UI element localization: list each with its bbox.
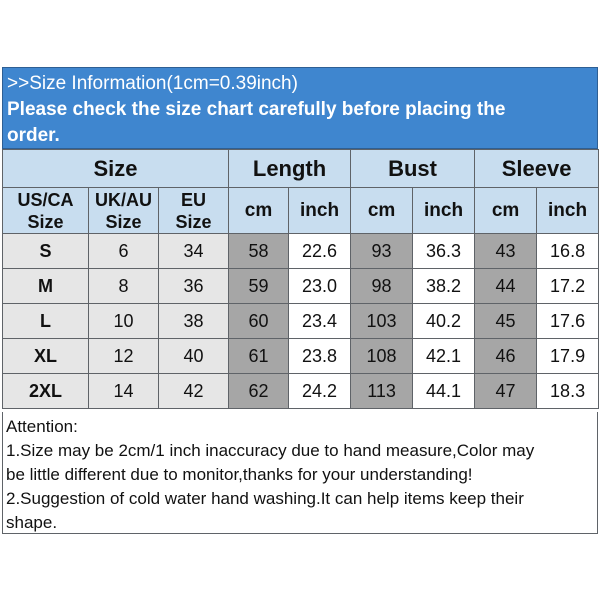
cell-length-cm: 58 <box>229 234 289 269</box>
group-header-sleeve: Sleeve <box>475 150 599 188</box>
attention-notes <box>2 412 598 534</box>
col-header-uk-line2: Size <box>105 211 142 232</box>
col-header-us-line1: US/CA <box>17 189 74 210</box>
cell-sleeve-inch: 17.6 <box>537 304 599 339</box>
cell-length-cm: 59 <box>229 269 289 304</box>
cell-uk-size: 10 <box>89 304 159 339</box>
cell-bust-cm: 98 <box>351 269 413 304</box>
cell-sleeve-cm: 45 <box>475 304 537 339</box>
size-info-title: >>Size Information(1cm=0.39inch) <box>7 73 298 94</box>
cell-sleeve-inch: 16.8 <box>537 234 599 269</box>
cell-length-cm: 61 <box>229 339 289 374</box>
col-header-eu-line2: Size <box>175 211 212 232</box>
cell-sleeve-cm: 43 <box>475 234 537 269</box>
col-header-us-line2: Size <box>27 211 64 232</box>
table-group-header-row <box>3 150 599 188</box>
col-header-bust-cm: cm <box>351 188 413 234</box>
cell-bust-cm: 103 <box>351 304 413 339</box>
table-row <box>3 234 599 269</box>
cell-eu-size: 42 <box>159 374 229 409</box>
cell-bust-inch: 42.1 <box>413 339 475 374</box>
cell-sleeve-inch: 17.9 <box>537 339 599 374</box>
cell-bust-cm: 113 <box>351 374 413 409</box>
cell-bust-cm: 108 <box>351 339 413 374</box>
table-row <box>3 339 599 374</box>
cell-length-inch: 23.8 <box>289 339 351 374</box>
cell-sleeve-inch: 17.2 <box>537 269 599 304</box>
cell-length-cm: 60 <box>229 304 289 339</box>
cell-bust-inch: 38.2 <box>413 269 475 304</box>
cell-bust-inch: 44.1 <box>413 374 475 409</box>
table-row <box>3 304 599 339</box>
size-info-instruction-cont: order. <box>7 125 60 146</box>
col-header-uk-size <box>89 188 159 234</box>
cell-bust-inch: 36.3 <box>413 234 475 269</box>
col-header-sleeve-inch: inch <box>537 188 599 234</box>
cell-length-inch: 24.2 <box>289 374 351 409</box>
table-sub-header-row <box>3 188 599 234</box>
col-header-eu-line1: EU <box>181 189 207 210</box>
col-header-bust-inch: inch <box>413 188 475 234</box>
size-chart <box>0 67 600 534</box>
cell-sleeve-inch: 18.3 <box>537 374 599 409</box>
cell-uk-size: 12 <box>89 339 159 374</box>
cell-us-size: XL <box>3 339 89 374</box>
cell-length-cm: 62 <box>229 374 289 409</box>
group-header-size: Size <box>3 150 229 188</box>
cell-sleeve-cm: 46 <box>475 339 537 374</box>
attention-note-1-line2: be little different due to monitor,thanks for your understanding! <box>6 465 473 484</box>
size-table <box>2 149 599 409</box>
col-header-length-inch: inch <box>289 188 351 234</box>
cell-us-size: M <box>3 269 89 304</box>
cell-eu-size: 36 <box>159 269 229 304</box>
cell-sleeve-cm: 47 <box>475 374 537 409</box>
attention-note-1-line1: 1.Size may be 2cm/1 inch inaccuracy due to hand measure,Color may <box>6 441 535 460</box>
col-header-sleeve-cm: cm <box>475 188 537 234</box>
col-header-eu-size <box>159 188 229 234</box>
group-header-bust: Bust <box>351 150 475 188</box>
cell-eu-size: 34 <box>159 234 229 269</box>
attention-note-2-line1: 2.Suggestion of cold water hand washing.It can help items keep their <box>6 489 524 508</box>
table-row <box>3 269 599 304</box>
cell-length-inch: 23.4 <box>289 304 351 339</box>
col-header-us-size <box>3 188 89 234</box>
cell-bust-cm: 93 <box>351 234 413 269</box>
cell-eu-size: 38 <box>159 304 229 339</box>
col-header-length-cm: cm <box>229 188 289 234</box>
cell-bust-inch: 40.2 <box>413 304 475 339</box>
cell-us-size: S <box>3 234 89 269</box>
cell-length-inch: 22.6 <box>289 234 351 269</box>
cell-us-size: 2XL <box>3 374 89 409</box>
cell-length-inch: 23.0 <box>289 269 351 304</box>
group-header-length: Length <box>229 150 351 188</box>
col-header-uk-line1: UK/AU <box>95 189 152 210</box>
cell-us-size: L <box>3 304 89 339</box>
cell-uk-size: 14 <box>89 374 159 409</box>
table-row <box>3 374 599 409</box>
size-info-instruction: Please check the size chart carefully before placing the <box>7 99 506 120</box>
cell-uk-size: 6 <box>89 234 159 269</box>
cell-eu-size: 40 <box>159 339 229 374</box>
attention-note-2-line2: shape. <box>6 513 58 532</box>
cell-sleeve-cm: 44 <box>475 269 537 304</box>
attention-title: Attention: <box>6 417 78 436</box>
size-info-header <box>2 67 598 149</box>
cell-uk-size: 8 <box>89 269 159 304</box>
